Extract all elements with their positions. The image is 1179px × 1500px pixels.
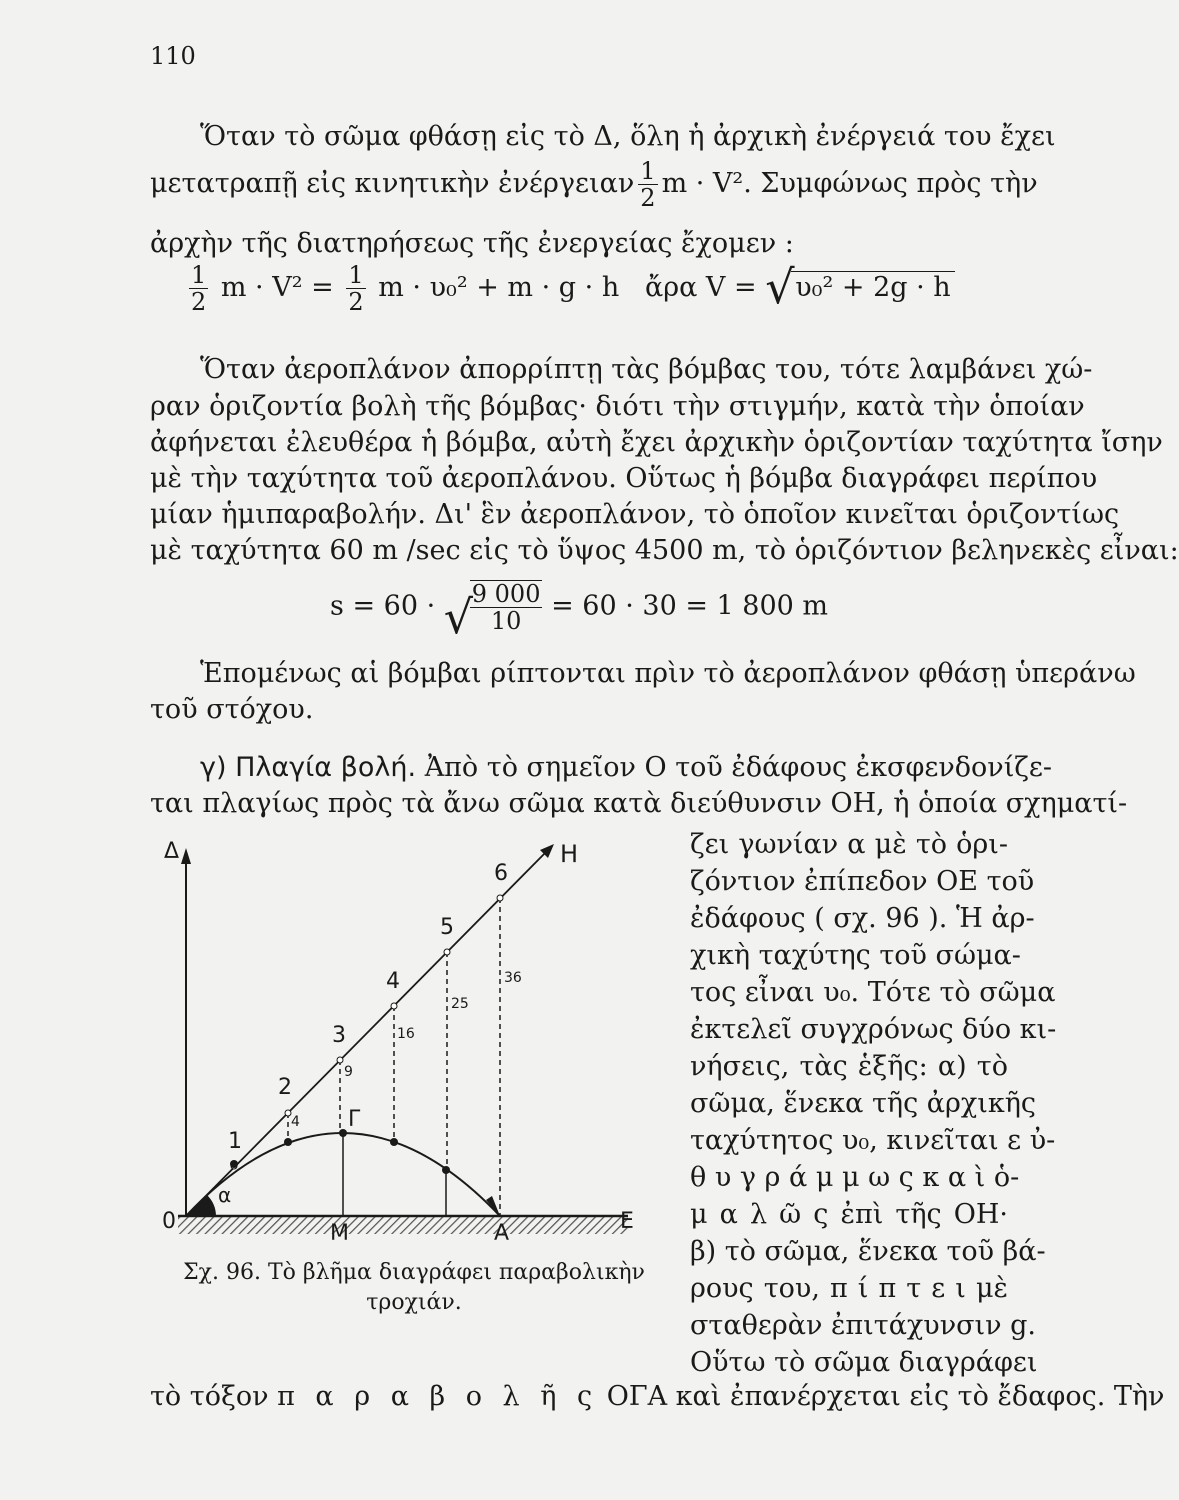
drop-label-36: 36 (504, 970, 522, 986)
equation-lhs: m · V² = (220, 272, 334, 303)
drop-label-9: 9 (344, 1064, 353, 1080)
spaced-word: π α ρ α β ο λ ῆ ς (277, 1381, 599, 1412)
fraction-one-half: $\frac{1}{2}$ (348, 261, 364, 316)
point-label-2: 2 (278, 1075, 292, 1100)
text-segment: τὸ τόξον (150, 1381, 269, 1412)
text-segment: Ἀπὸ τὸ σημεῖον Ο τοῦ ἐδάφους ἐκσφενδονίζε- (424, 752, 1053, 783)
side-text-line: μ α λ ῶ ς ἐπὶ τῆς ΟΗ· (690, 1199, 1008, 1230)
fraction: $\frac{9 000}{10}$ (471, 580, 541, 635)
side-text-line: χικὴ ταχύτης τοῦ σώμα- (690, 940, 1021, 971)
projectile-figure (150, 830, 640, 1250)
drop-label-16: 16 (397, 1026, 415, 1042)
point-label-1: 1 (228, 1129, 242, 1154)
line-point (497, 895, 503, 901)
side-text-line: τος εἶναι υ₀. Τότε τὸ σῶμα (690, 977, 1056, 1008)
side-text-line: Οὕτω τὸ σῶμα διαγράφει (690, 1347, 1038, 1378)
radical-sign: √ (765, 260, 795, 314)
side-text-line: θ υ γ ρ ά μ μ ω ς κ α ὶ ὁ- (690, 1162, 1020, 1193)
drop-label-25: 25 (451, 996, 469, 1012)
side-text-line: νήσεις, τὰς ἑξῆς: α) τὸ (690, 1051, 1008, 1082)
axis-arrowhead (181, 848, 191, 864)
page-number: 110 (150, 42, 196, 70)
figure-caption (170, 1258, 658, 1318)
equation-lhs: s = 60 · (330, 590, 436, 622)
line-point (337, 1057, 343, 1063)
text-line-with-fraction (150, 157, 1038, 214)
text-segment: m · V². Συμφώνως πρὸς τὴν (661, 168, 1038, 199)
text-line: μίαν ἡμιπαραβολήν. Δι' ἓν ἀεροπλάνον, τὸ ὁποῖον κινεῖται ὁριζοντίως (150, 499, 1120, 530)
point-label-5: 5 (440, 915, 454, 940)
text-line (150, 1381, 1165, 1413)
section-heading: γ) Πλαγία βολή. (200, 752, 417, 783)
launch-direction-line (186, 848, 550, 1216)
side-text-line: ταχύτητος υ₀, κινεῖται ε ὐ- (690, 1125, 1056, 1156)
ground-hatching (178, 1216, 628, 1234)
side-text-line: σταθερὰν ἐπιτάχυνσιν g. (690, 1310, 1037, 1341)
label-h: Η (560, 840, 579, 868)
drop-label-4: 4 (291, 1114, 300, 1130)
equation-connector: ἄρα (644, 272, 698, 303)
trajectory-point (442, 1166, 450, 1174)
range-equation (330, 580, 930, 644)
radical-sign: √ (443, 590, 474, 644)
text-line: Ὅταν ἀεροπλάνον ἀπορρίπτῃ τὰς βόμβας του, τότε λαμβάνει χώ- (200, 354, 1093, 385)
caption-line: Σχ. 96. Τὸ βλῆμα διαγράφει παραβολικὴν (183, 1260, 645, 1285)
line-point (391, 1003, 397, 1009)
trajectory-point (284, 1138, 292, 1146)
trajectory-point (230, 1160, 238, 1168)
equation-rhs: m · υ₀² + m · g · h (378, 272, 620, 303)
label-delta: Δ (164, 839, 180, 864)
side-text-line: ζει γωνίαν α μὲ τὸ ὁρι- (690, 829, 1008, 860)
side-text-line: β) τὸ σῶμα, ἕνεκα τοῦ βά- (690, 1236, 1046, 1267)
point-label-3: 3 (332, 1023, 346, 1048)
caption-line: τροχιάν. (366, 1290, 462, 1315)
text-line: τοῦ στόχου. (150, 694, 314, 725)
label-e: Ε (620, 1209, 634, 1234)
text-segment: μετατραπῇ εἰς κινητικὴν ἐνέργειαν (150, 168, 635, 199)
text-line: Ὅταν τὸ σῶμα φθάσῃ εἰς τὸ Δ, ὅλη ἡ ἀρχικὴ ἐνέργειά του ἔχει (200, 121, 1056, 152)
square-root (765, 260, 954, 314)
text-line: ραν ὁριζοντία βολὴ τῆς βόμβας· διότι τὴν στιγμήν, κατὰ τὴν ὁποίαν (150, 391, 1085, 422)
side-text-line: σῶμα, ἕνεκα τῆς ἀρχικῆς (690, 1088, 1037, 1119)
trajectory-point (390, 1138, 398, 1146)
trajectory-point (339, 1129, 347, 1137)
side-text-line: ρους του, π ί π τ ε ι μὲ (690, 1273, 1008, 1304)
text-segment: ΟΓΑ καὶ ἐπανέρχεται εἰς τὸ ἔδαφος. Τὴν (606, 1381, 1165, 1412)
fraction-one-half: $\frac{1}{2}$ (191, 261, 207, 316)
side-text-line: ἐδάφους ( σχ. 96 ). Ἡ ἀρ- (690, 903, 1035, 934)
line-point (444, 949, 450, 955)
text-line: μὲ τὴν ταχύτητα τοῦ ἀεροπλάνου. Οὕτως ἡ βόμβα διαγράφει περίπου (150, 463, 1098, 494)
square-root (443, 580, 543, 644)
label-origin: 0 (162, 1209, 176, 1234)
velocity-lhs: V = (705, 272, 757, 303)
point-label-4: 4 (386, 969, 400, 994)
angle-alpha-marker (186, 1195, 216, 1216)
text-line: μὲ ταχύτητα 60 m /sec εἰς τὸ ὕψος 4500 m, τὸ ὁριζόντιον βεληνεκὲς εἶναι: (150, 535, 1179, 566)
side-text-line: ἐκτελεῖ συγχρόνως δύο κι- (690, 1014, 1057, 1045)
side-text-line: ζόντιον ἐπίπεδον ΟΕ τοῦ (690, 866, 1035, 897)
label-gamma: Γ (348, 1107, 361, 1132)
text-line: ἀφήνεται ἐλευθέρα ἡ βόμβα, αὐτὴ ἔχει ἀρχικὴν ὁριζοντίαν ταχύτητα ἴσην (150, 427, 1163, 458)
energy-equation (185, 262, 1005, 322)
text-line: ται πλαγίως πρὸς τὰ ἄνω σῶμα κατὰ διεύθυνσιν ΟΗ, ἡ ὁποία σχηματί- (150, 788, 1128, 819)
text-line: Ἑπομένως αἱ βόμβαι ρίπτονται πρὶν τὸ ἀεροπλάνον φθάσῃ ὑπεράνω (200, 658, 1136, 689)
label-alpha: α (218, 1183, 232, 1207)
point-label-6: 6 (494, 861, 508, 886)
text-line: ἀρχὴν τῆς διατηρήσεως τῆς ἐνεργείας ἔχομεν : (150, 228, 794, 259)
section-line (150, 752, 1053, 784)
label-m: Μ (330, 1221, 349, 1246)
radicand: υ₀² + 2g · h (791, 271, 954, 304)
label-a: Α (494, 1221, 510, 1246)
equation-rhs: = 60 · 30 = 1 800 m (551, 590, 829, 622)
fraction-one-half: $\frac{1}{2}$ (640, 157, 656, 212)
trajectory-arrowhead (486, 1196, 500, 1216)
